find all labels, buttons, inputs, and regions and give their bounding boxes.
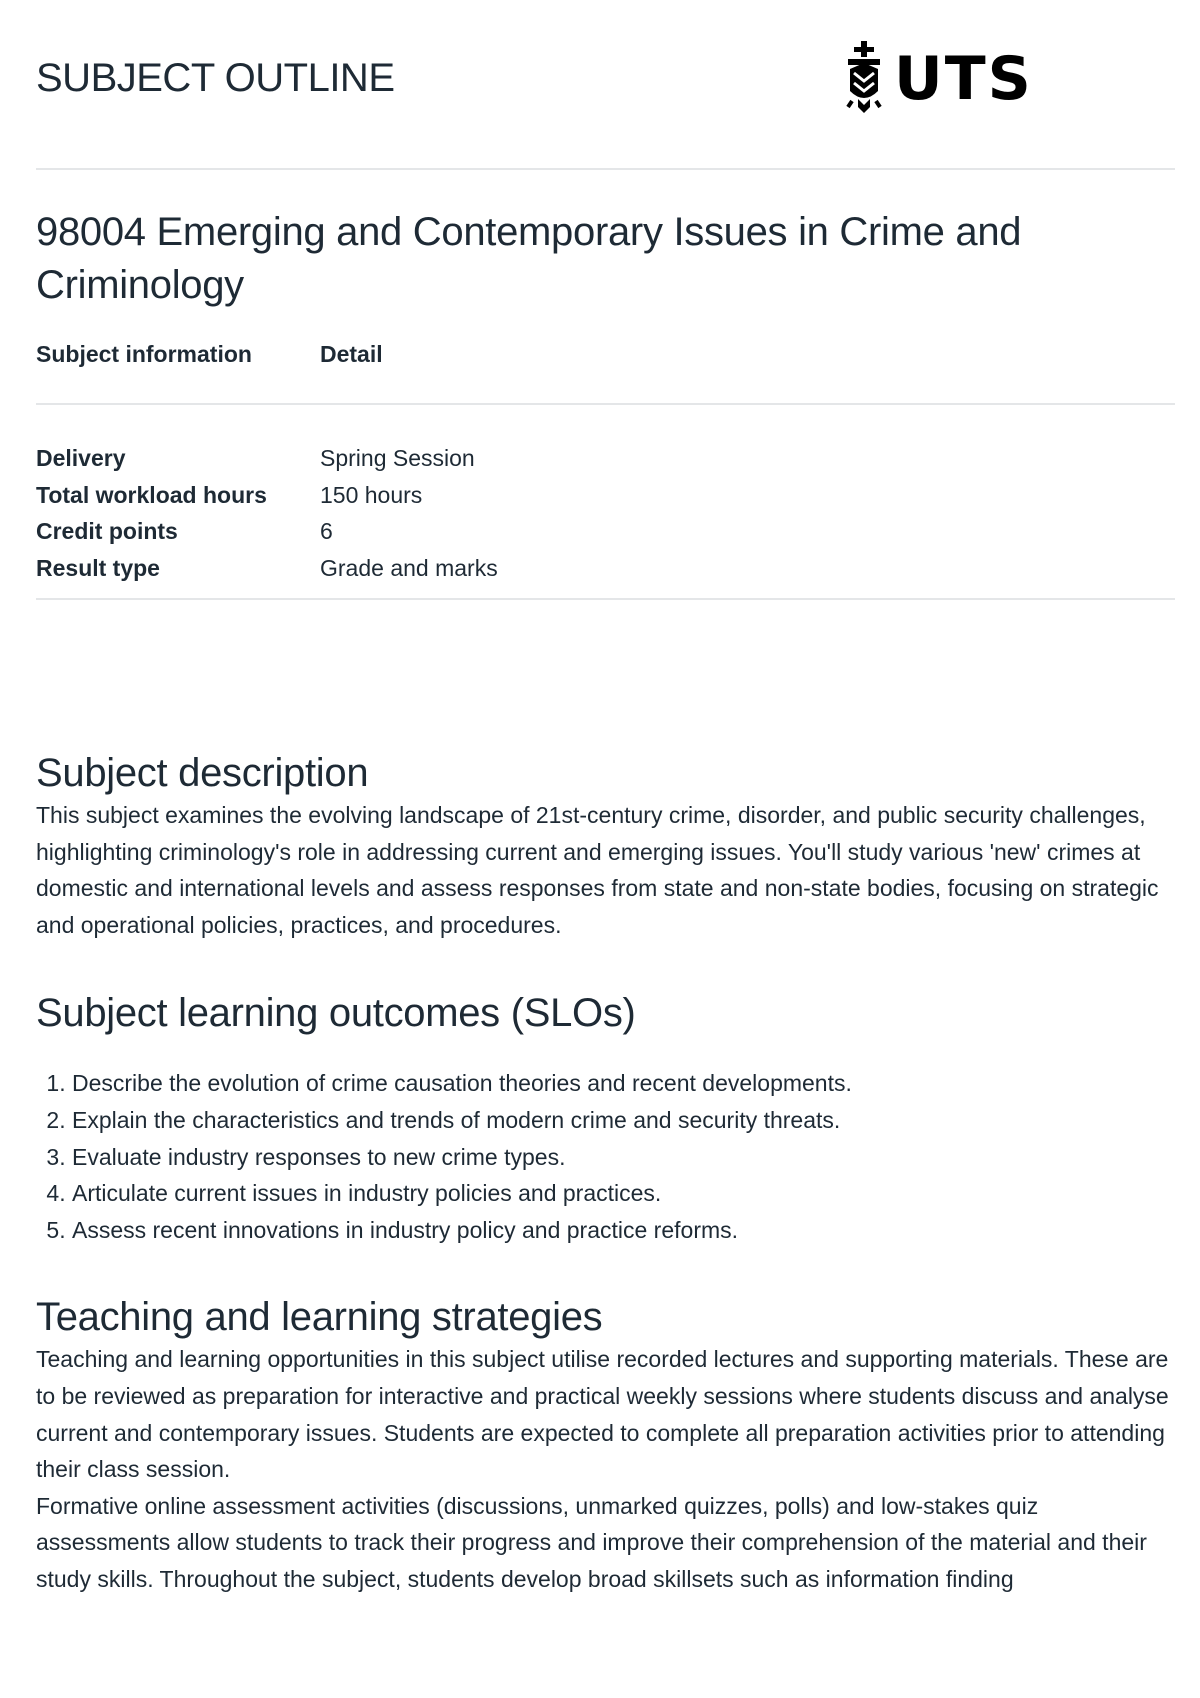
info-header-divider — [36, 403, 1175, 405]
slo-list — [36, 1065, 1175, 1248]
teaching-paragraph: Teaching and learning opportunities in this subject utilise recorded lectures and supporting materials. These are to be reviewed as preparation for interactive and practical weekly sessions where students discuss and analyse current and contemporary issues. Students are expected to complete all preparation activities prior to attending their class session. — [36, 1346, 1169, 1483]
document-label: SUBJECT OUTLINE — [36, 56, 395, 100]
logo-wordmark: UTS — [894, 44, 1033, 114]
info-row-value: 6 — [320, 518, 333, 544]
slo-item: 3. Evaluate industry responses to new crime types. — [72, 1139, 1175, 1176]
info-col-detail-header: Detail — [320, 341, 383, 367]
slo-item: 5. Assess recent innovations in industry policy and practice reforms. — [72, 1212, 1175, 1249]
slo-item: 1. Describe the evolution of crime causation theories and recent developments. — [72, 1065, 1175, 1102]
info-col-label-header: Subject information — [36, 341, 252, 367]
section-heading-teaching: Teaching and learning strategies — [36, 1295, 603, 1340]
info-table-header — [36, 341, 1175, 381]
slo-item: 4. Articulate current issues in industry policies and practices. — [72, 1175, 1175, 1212]
section-heading-slo: Subject learning outcomes (SLOs) — [36, 991, 636, 1036]
info-row-credit-points — [36, 513, 1175, 550]
info-row-value: 150 hours — [320, 481, 423, 508]
teaching-paragraph: Formative online assessment activities (discussions, unmarked quizzes, polls) and low-stakes quiz assessments allow students to track their progress and improve their comprehension of the material and their study skills. Throughout the subject, students develop broad skillsets such as information finding — [36, 1492, 1147, 1592]
uts-crest-icon — [844, 41, 884, 117]
info-row-value: Spring Session — [320, 445, 475, 471]
info-row-workload — [36, 477, 1175, 514]
header-divider — [36, 168, 1175, 170]
section-heading-description: Subject description — [36, 751, 369, 795]
info-table-divider — [36, 598, 1175, 600]
document-page — [36, 0, 1175, 1598]
info-row-delivery — [36, 440, 1175, 477]
info-row-label: Total workload hours — [36, 481, 267, 508]
uts-logo — [844, 40, 1033, 118]
info-row-label: Credit points — [36, 518, 178, 544]
page-header — [36, 0, 1175, 168]
info-row-value: Grade and marks — [320, 554, 498, 581]
description-paragraph: This subject examines the evolving landscape of 21st-century crime, disorder, and public security challenges, highlighting criminology's role in addressing current and emerging issues. You'll study various 'new' crimes at domestic and international levels and assess responses from state and non-state bodies, focusing on strategic and operational policies, practices, and procedures. — [36, 802, 1159, 938]
slo-item: 2. Explain the characteristics and trends of modern crime and security threats. — [72, 1102, 1175, 1139]
info-table-body — [36, 440, 1175, 586]
subject-title: 98004 Emerging and Contemporary Issues in Crime and Criminology — [36, 210, 1022, 307]
info-row-result-type — [36, 550, 1175, 587]
info-row-label: Delivery — [36, 445, 126, 471]
info-row-label: Result type — [36, 554, 160, 581]
